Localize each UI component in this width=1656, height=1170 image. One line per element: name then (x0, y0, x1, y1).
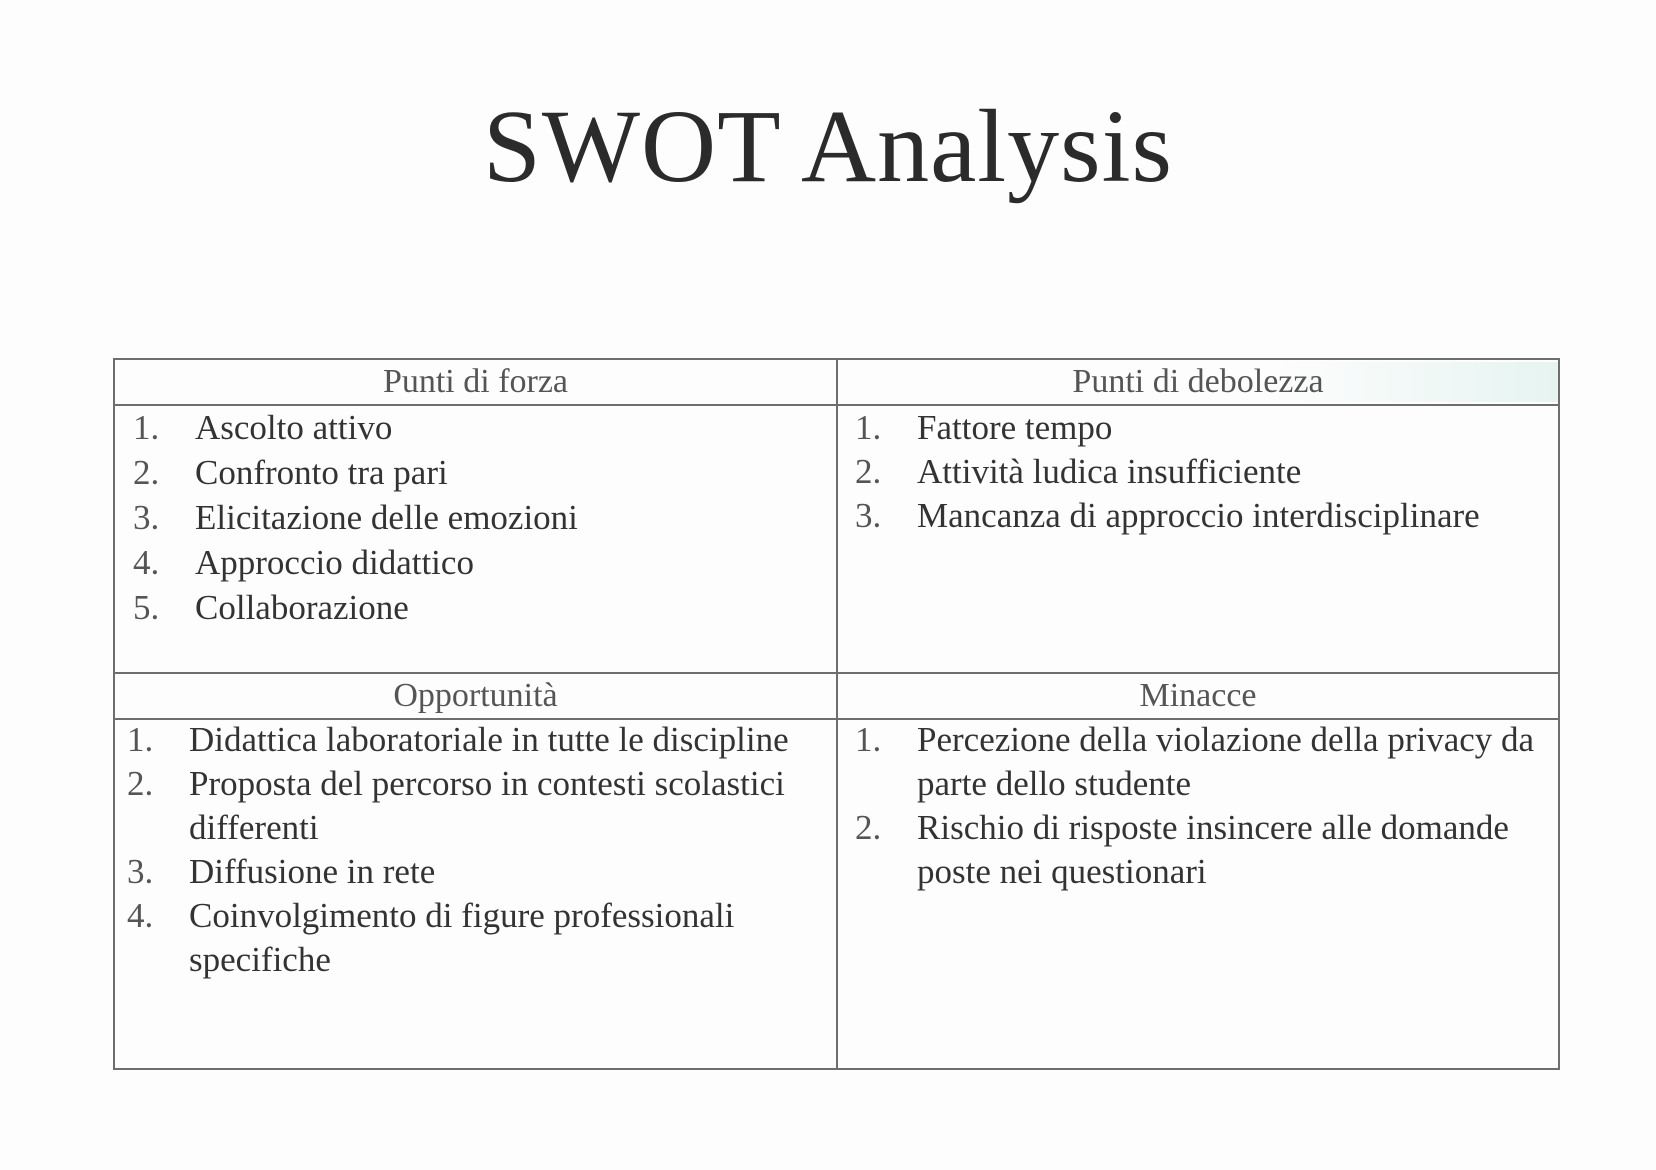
opportunities-list (127, 718, 827, 982)
item-text: Diffusione in rete (189, 852, 436, 891)
item-number: 4. (133, 543, 160, 582)
list-item (127, 894, 827, 982)
list-item (127, 762, 827, 850)
item-number: 2. (855, 808, 882, 847)
item-text: Proposta del percorso in contesti scolastici differenti (189, 764, 785, 847)
list-item (855, 406, 1545, 450)
item-number: 2. (133, 453, 160, 492)
strengths-list (133, 406, 823, 631)
item-number: 2. (127, 764, 154, 803)
item-number: 3. (855, 496, 882, 535)
weaknesses-heading: Punti di debolezza (838, 362, 1558, 402)
threats-heading: Minacce (1139, 677, 1257, 714)
list-item (855, 494, 1545, 538)
list-item (133, 586, 823, 630)
list-item (133, 406, 823, 450)
threats-list (855, 718, 1545, 894)
strengths-heading: Punti di forza (382, 363, 569, 400)
list-item (133, 541, 823, 585)
opportunities-heading: Opportunità (393, 677, 558, 714)
item-text: Mancanza di approccio interdisciplinare (917, 496, 1480, 535)
item-number: 5. (133, 588, 160, 627)
list-item (855, 450, 1545, 494)
item-text: Coinvolgimento di figure professionali specifiche (189, 896, 735, 979)
item-text: Didattica laboratoriale in tutte le discipline (189, 720, 789, 759)
item-number: 4. (127, 896, 154, 935)
item-text: Confronto tra pari (195, 453, 448, 492)
list-item (855, 806, 1545, 894)
item-text: Elicitazione delle emozioni (195, 498, 578, 537)
item-text: Collaborazione (195, 588, 409, 627)
item-number: 3. (133, 498, 160, 537)
item-number: 2. (855, 452, 882, 491)
item-text: Rischio di risposte insincere alle domande poste nei questionari (917, 808, 1509, 891)
item-number: 1. (127, 720, 154, 759)
list-item (127, 850, 827, 894)
list-item (133, 496, 823, 540)
item-text: Approccio didattico (195, 543, 474, 582)
item-number: 3. (127, 852, 154, 891)
item-text: Percezione della violazione della privacy da parte dello studente (917, 720, 1535, 803)
list-item (127, 718, 827, 762)
page-title: SWOT Analysis (482, 89, 1173, 204)
item-number: 1. (855, 720, 882, 759)
list-item (133, 451, 823, 495)
weaknesses-list (855, 406, 1545, 538)
swot-table (113, 358, 1560, 1070)
item-number: 1. (133, 408, 160, 447)
item-text: Ascolto attivo (195, 408, 393, 447)
item-text: Attività ludica insufficiente (917, 452, 1302, 491)
item-text: Fattore tempo (917, 408, 1113, 447)
list-item (855, 718, 1545, 806)
item-number: 1. (855, 408, 882, 447)
